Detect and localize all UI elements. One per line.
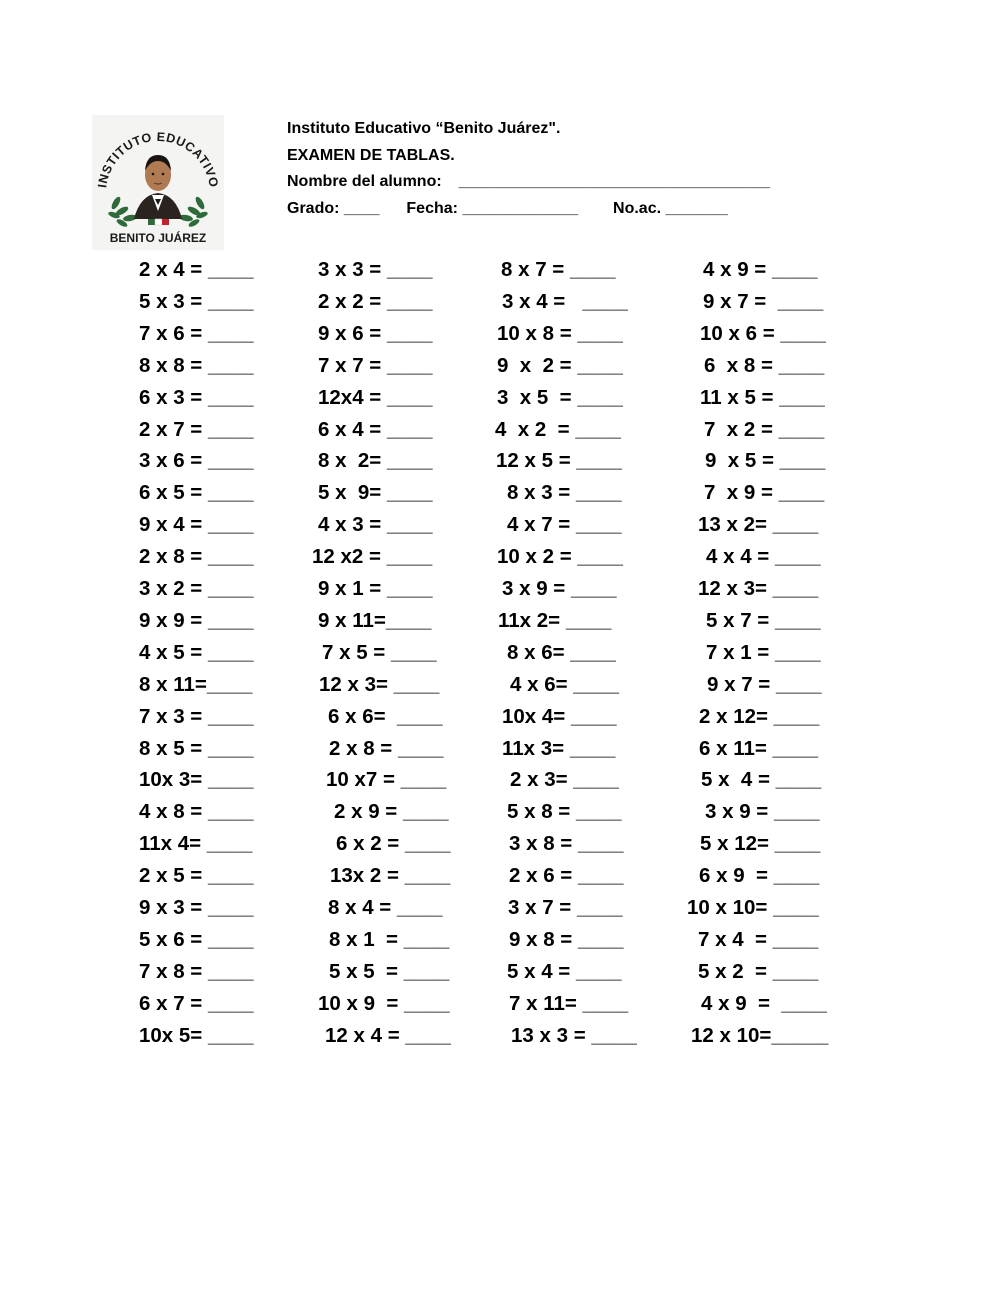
exercise-row: [0, 354, 1000, 386]
exercise-item[interactable]: 10x 3= ____: [139, 768, 254, 792]
exercise-item[interactable]: 4 x 6= ____: [510, 672, 619, 696]
exercise-row: [0, 577, 1000, 609]
exercise-item[interactable]: 7 x 4 = ____: [698, 927, 819, 951]
exercise-item[interactable]: 8 x 7 = ____: [501, 258, 616, 281]
exercise-item[interactable]: 2 x 4 = ____: [139, 258, 254, 281]
exercise-item[interactable]: 5 x 3 = ____: [139, 289, 254, 313]
exercise-item[interactable]: 5 x 2 = ____: [698, 959, 819, 983]
exercise-row: [0, 832, 1000, 864]
exercise-item[interactable]: 12 x 10=_____: [691, 1023, 829, 1047]
number-field[interactable]: _______: [665, 199, 728, 217]
exercise-item[interactable]: 10x 4= ____: [502, 704, 617, 728]
exercise-item[interactable]: 7 x 3 = ____: [139, 704, 254, 728]
exercise-item[interactable]: 3 x 6 = ____: [139, 449, 254, 473]
exercise-item[interactable]: 3 x 4 = ____: [502, 289, 628, 313]
exercise-item[interactable]: 7 x 9 = ____: [704, 481, 825, 505]
exercise-item[interactable]: 11x 2= ____: [498, 608, 612, 632]
exercise-item[interactable]: 3 x 7 = ____: [508, 896, 623, 919]
exercise-item[interactable]: 2 x 9 = ____: [334, 800, 449, 824]
exercise-item[interactable]: 2 x 7 = ____: [139, 417, 254, 441]
exercise-item[interactable]: 5 x 9= ____: [318, 481, 433, 505]
exercise-item[interactable]: 5 x 5 = ____: [329, 959, 450, 983]
exercise-item[interactable]: 4 x 8 = ____: [139, 800, 254, 824]
exercise-row: [0, 641, 1000, 673]
exercise-row: [0, 449, 1000, 481]
exercise-item[interactable]: 7 x 8 = ____: [139, 959, 254, 983]
exercise-item[interactable]: 5 x 8 = ____: [507, 800, 622, 824]
exercise-item[interactable]: 4 x 9 = ____: [703, 258, 818, 281]
exercise-item[interactable]: 9 x 7 = ____: [707, 672, 822, 696]
exercise-item[interactable]: 3 x 2 = ____: [139, 577, 254, 600]
exercise-row: [0, 258, 1000, 290]
exercise-item[interactable]: 10 x 9 = ____: [318, 991, 450, 1015]
exercise-item[interactable]: 2 x 6 = ____: [509, 864, 624, 888]
exercise-row: [0, 481, 1000, 513]
exercise-item[interactable]: 6 x 2 = ____: [336, 832, 451, 856]
exercise-item[interactable]: 9 x 5 = ____: [705, 449, 826, 473]
exercise-item[interactable]: 6 x 6= ____: [328, 704, 443, 728]
exercise-row: [0, 737, 1000, 769]
exercise-item[interactable]: 2 x 3= ____: [510, 768, 619, 792]
exercise-item[interactable]: 13x 2 = ____: [330, 864, 451, 888]
exercise-row: [0, 896, 1000, 928]
exercise-item[interactable]: 4 x 4 = ____: [706, 545, 821, 569]
exercise-item[interactable]: 11x 3= ____: [502, 736, 616, 760]
exercise-item[interactable]: 6 x 11= ____: [699, 736, 819, 760]
exercise-item[interactable]: 6 x 4 = ____: [318, 417, 433, 441]
exercise-item[interactable]: 9 x 7 = ____: [703, 289, 824, 313]
exercise-row: [0, 673, 1000, 705]
exercise-row: [0, 864, 1000, 896]
exercise-item[interactable]: 6 x 3 = ____: [139, 385, 254, 409]
exercise-item[interactable]: 3 x 9 = ____: [705, 800, 820, 824]
exercise-item[interactable]: 9 x 8 = ____: [509, 927, 624, 951]
exercise-item[interactable]: 12 x2 = ____: [312, 545, 433, 569]
exercise-row: [0, 290, 1000, 322]
exercise-item[interactable]: 4 x 3 = ____: [318, 513, 433, 537]
exercise-item[interactable]: 2 x 12= ____: [699, 704, 820, 728]
exercise-item[interactable]: 12 x 3= ____: [319, 672, 440, 696]
exercise-item[interactable]: 12 x 4 = ____: [325, 1023, 451, 1047]
exercise-row: [0, 1024, 1000, 1056]
exercise-item[interactable]: 12 x 3= ____: [698, 577, 819, 600]
exercise-item[interactable]: 2 x 5 = ____: [139, 864, 254, 888]
date-label: Fecha:: [406, 199, 458, 217]
exercise-item[interactable]: 9 x 3 = ____: [139, 896, 254, 919]
exercise-item[interactable]: 8 x 8 = ____: [139, 353, 254, 377]
exercise-row: [0, 960, 1000, 992]
exercise-item[interactable]: 6 x 9 = ____: [699, 864, 820, 888]
exercise-row: [0, 418, 1000, 450]
exercise-row: [0, 992, 1000, 1024]
student-name-label: Nombre del alumno:: [287, 173, 442, 190]
exercise-item[interactable]: 5 x 4 = ____: [701, 768, 822, 792]
exercise-item[interactable]: 10 x7 = ____: [326, 768, 447, 792]
exercise-item[interactable]: 13 x 2= ____: [698, 513, 819, 537]
exercise-row: [0, 545, 1000, 577]
exercise-item[interactable]: 7 x 5 = ____: [322, 640, 437, 664]
exercise-item[interactable]: 8 x 11=____: [139, 672, 253, 696]
exercise-item[interactable]: 5 x 4 = ____: [507, 959, 622, 983]
exercise-item[interactable]: 4 x 5 = ____: [139, 640, 254, 664]
exercise-item[interactable]: 2 x 2 = ____: [318, 289, 433, 313]
school-name: Instituto Educativo “Benito Juárez".: [287, 120, 561, 137]
grade-label: Grado:: [287, 199, 340, 217]
exercise-item[interactable]: 8 x 4 = ____: [328, 896, 443, 919]
exercise-item[interactable]: 10 x 2 = ____: [497, 545, 623, 569]
exercise-item[interactable]: 10 x 10= ____: [687, 896, 819, 919]
exercise-item[interactable]: 8 x 2= ____: [318, 449, 433, 473]
exercise-item[interactable]: 9 x 4 = ____: [139, 513, 254, 537]
exercise-item[interactable]: 11 x 5 = ____: [700, 385, 825, 409]
exercise-row: [0, 386, 1000, 418]
exercise-item[interactable]: 3 x 9 = ____: [502, 577, 617, 600]
exercise-item[interactable]: 4 x 2 = ____: [495, 417, 621, 441]
exercise-item[interactable]: 6 x 5 = ____: [139, 481, 254, 505]
exercise-item[interactable]: 4 x 7 = ____: [507, 513, 622, 537]
exercise-item[interactable]: 9 x 9 = ____: [139, 608, 254, 632]
exercise-item[interactable]: 9 x 11=____: [318, 608, 432, 632]
exercise-item[interactable]: 3 x 8 = ____: [509, 832, 624, 856]
exercise-item[interactable]: 8 x 3 = ____: [507, 481, 622, 505]
exercise-item[interactable]: 8 x 5 = ____: [139, 736, 254, 760]
exercise-row: [0, 800, 1000, 832]
exercise-item[interactable]: 7 x 7 = ____: [318, 353, 433, 377]
exercise-item[interactable]: 12 x 5 = ____: [496, 449, 622, 473]
student-name-field[interactable]: ___________________________________: [458, 173, 771, 190]
number-label: No.ac.: [613, 199, 662, 217]
exercise-row: [0, 705, 1000, 737]
exercise-item[interactable]: 3 x 5 = ____: [497, 385, 623, 409]
exercise-item[interactable]: 12x4 = ____: [318, 385, 433, 409]
logo-arc-text: INSTITUTO EDUCATIVO: [95, 129, 221, 189]
exercise-item[interactable]: 6 x 8 = ____: [704, 353, 825, 377]
exercise-item[interactable]: 10 x 6 = ____: [700, 321, 826, 345]
exercise-item[interactable]: 7 x 11= ____: [509, 991, 629, 1015]
exercise-item[interactable]: 9 x 1 = ____: [318, 577, 433, 600]
exercise-item[interactable]: 3 x 3 = ____: [318, 258, 433, 281]
exercise-item[interactable]: 2 x 8 = ____: [139, 545, 254, 569]
exercise-item[interactable]: 5 x 12= ____: [700, 832, 821, 856]
exercise-row: [0, 928, 1000, 960]
exercise-item[interactable]: 10x 5= ____: [139, 1023, 254, 1047]
exercise-item[interactable]: 7 x 2 = ____: [704, 417, 825, 441]
exercise-item[interactable]: 6 x 7 = ____: [139, 991, 254, 1015]
exercise-item[interactable]: 7 x 6 = ____: [139, 321, 254, 345]
exercise-item[interactable]: 10 x 8 = ____: [497, 321, 623, 345]
grade-field[interactable]: ____: [343, 199, 380, 217]
exercise-row: [0, 609, 1000, 641]
exercise-item[interactable]: 9 x 2 = ____: [497, 353, 623, 377]
exam-title: EXAMEN DE TABLAS.: [287, 146, 455, 164]
exercise-item[interactable]: 13 x 3 = ____: [511, 1023, 637, 1047]
exercise-item[interactable]: 8 x 1 = ____: [329, 927, 450, 951]
date-field[interactable]: _____________: [462, 199, 579, 217]
exercise-item[interactable]: 9 x 6 = ____: [318, 321, 433, 345]
exercise-item[interactable]: 5 x 6 = ____: [139, 927, 254, 951]
exercise-row: [0, 513, 1000, 545]
exercise-row: [0, 768, 1000, 800]
exercise-item[interactable]: 7 x 1 = ____: [706, 640, 821, 664]
exercise-item[interactable]: 4 x 9 = ____: [701, 991, 827, 1015]
logo-bottom-text: BENITO JUÁREZ: [109, 231, 207, 245]
exercise-item[interactable]: 11x 4= ____: [139, 832, 253, 856]
exercise-item[interactable]: 8 x 6= ____: [507, 640, 616, 664]
exercise-item[interactable]: 2 x 8 = ____: [329, 736, 444, 760]
exercise-row: [0, 322, 1000, 354]
exercise-item[interactable]: 5 x 7 = ____: [706, 608, 821, 632]
